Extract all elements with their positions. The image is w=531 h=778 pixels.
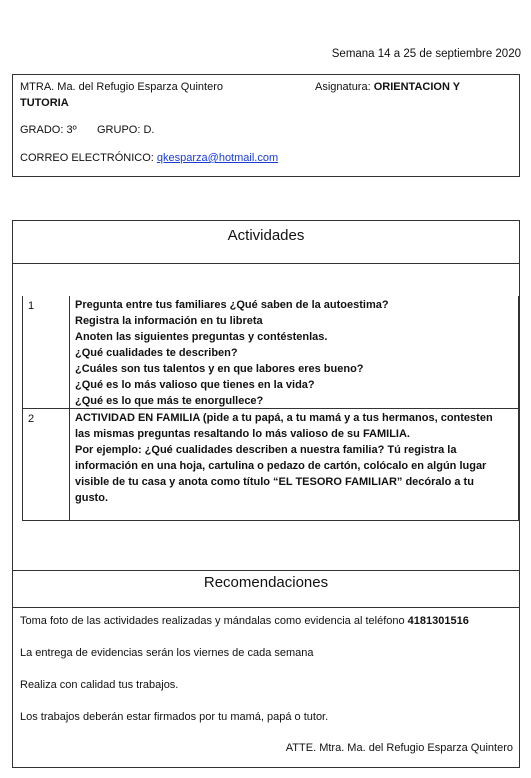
date-line: Semana 14 a 25 de septiembre 2020	[331, 48, 521, 60]
recommendation-text: Toma foto de las actividades realizadas y mándalas como evidencia al teléfono	[20, 615, 408, 627]
recommendation-line	[20, 615, 469, 627]
activity-number: 2	[28, 413, 35, 425]
activity-line: Registra la información en tu libreta	[75, 315, 263, 327]
subject-line	[315, 81, 460, 93]
activity-text	[75, 410, 493, 506]
activity-text	[75, 297, 389, 409]
activity-line: gusto.	[75, 492, 108, 504]
subject-label: Asignatura:	[315, 81, 374, 93]
grade-label: GRADO: 3º	[20, 124, 77, 136]
activity-line: ¿Cuáles son tus talentos y en que labores eres bueno?	[75, 363, 364, 375]
activity-line: Pregunta entre tus familiares ¿Qué saben de la autoestima?	[75, 299, 389, 311]
group-label: GRUPO: D.	[97, 124, 155, 136]
table-border	[518, 296, 519, 521]
activity-line: ¿Qué cualidades te describen?	[75, 347, 238, 359]
email-label: CORREO ELECTRÓNICO:	[20, 152, 157, 164]
subject-value-cont: TUTORIA	[20, 97, 69, 109]
activity-line: Por ejemplo: ¿Qué cualidades describen a nuestra familia? Tú registra la	[75, 444, 457, 456]
email-link[interactable]: qkesparza@hotmail.com	[156, 152, 279, 164]
activity-line: información en una hoja, cartulina o pedazo de cartón, colócalo en algún lugar	[75, 460, 487, 472]
activity-line: ¿Qué es lo que más te enorgullece?	[75, 395, 264, 407]
recommendation-line: Realiza con calidad tus trabajos.	[20, 679, 179, 691]
divider	[12, 570, 520, 571]
divider	[12, 263, 520, 264]
table-row-divider	[22, 520, 518, 521]
email-line	[20, 152, 278, 164]
activity-number: 1	[28, 300, 35, 312]
recommendations-title: Recomendaciones	[203, 574, 329, 591]
activity-line: ACTIVIDAD EN FAMILIA (pide a tu papá, a tu mamá y a tus hermanos, contesten	[75, 412, 493, 424]
teacher-name: MTRA. Ma. del Refugio Esparza Quintero	[20, 81, 223, 93]
subject-value: ORIENTACION Y	[373, 81, 461, 93]
activities-title: Actividades	[227, 227, 305, 244]
activity-line: las mismas preguntas resaltando lo más valioso de su FAMILIA.	[75, 428, 410, 440]
phone-number: 4181301516	[407, 615, 469, 627]
recommendation-line: La entrega de evidencias serán los viernes de cada semana	[20, 647, 314, 659]
activity-line: visible de tu casa y anota como título “EL TESORO FAMILIAR” decóralo a tu	[75, 476, 474, 488]
activity-line: Anoten las siguientes preguntas y contéstenlas.	[75, 331, 328, 343]
signoff: ATTE. Mtra. Ma. del Refugio Esparza Quintero	[285, 742, 513, 754]
header-info-box	[12, 74, 520, 177]
recommendation-line: Los trabajos deberán estar firmados por tu mamá, papá o tutor.	[20, 711, 329, 723]
activity-line: ¿Qué es lo más valioso que tienes en la vida?	[75, 379, 315, 391]
divider	[12, 607, 520, 608]
